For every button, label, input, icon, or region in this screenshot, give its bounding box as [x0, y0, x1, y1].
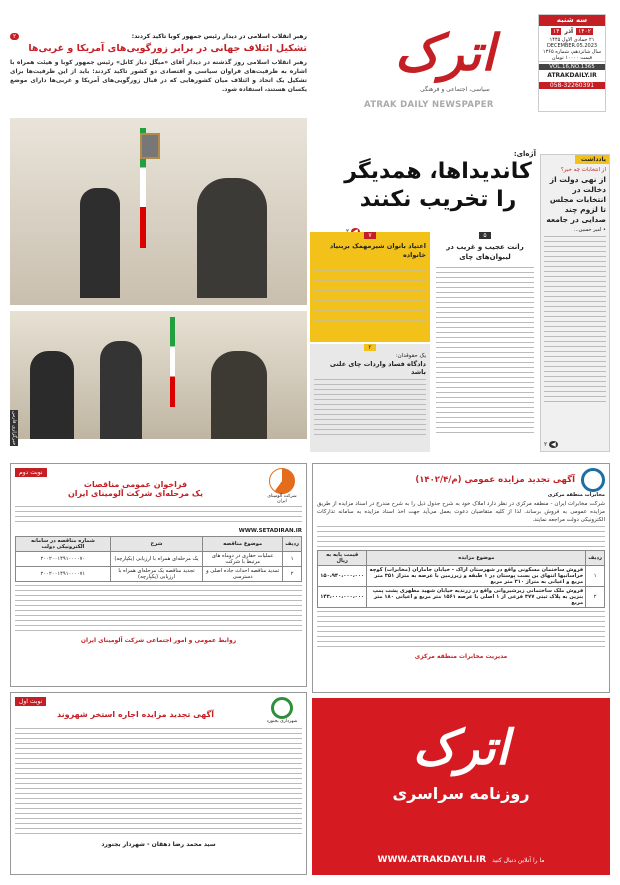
arrow-left-icon: ◀: [551, 441, 556, 448]
main-kicker: آژه‌ای:: [513, 150, 536, 158]
ad-footer: روابط عمومی و امور اجتماعی شرکت آلومینای ایران: [80, 637, 237, 644]
leader-lead: رهبر انقلاب اسلامی روز گذشته در دیدار آقای «میگل دیاز کانل» رئیس جمهور کوبا و هیئت همراه با اشاره به ظرفیت‌های فراوان سیاسی و اقتصادی دو کشور تاکید کردند: باید از این ظرفیت‌ها برای تشکیل یک اتحاد و ائتلاف میان کشورهایی که در قبال زورگویی‌های آمریکا و غربی‌ها دارای موضع یکسان هستند، استفاده شود.: [10, 59, 307, 93]
promo-cta: ما را آنلاین دنبال کنید: [492, 856, 545, 864]
company-name: مخابرات منطقه مرکزی: [547, 492, 605, 498]
story-tea-rent: [433, 232, 537, 452]
figure: [30, 351, 74, 439]
main-headline-2[interactable]: را تخریب نکنند: [359, 187, 517, 212]
promo-subtitle: روزنامه سراسری: [392, 784, 530, 803]
ad-badge: نوبت اول: [15, 697, 46, 706]
ad-intro: شرکت مخابرات ایران - منطقه مرکزی در نظر دارد املاک خود به شرح جدول ذیل را به شرح مندرج در اسناد مزایده از طریق مزایده عمومی به فروش برساند. لذا از کلیه متقاضیان دعوت بعمل می‌آید جهت اخذ اسناد مزایده به سامانه تدارکات الکترونیکی دولت مراجعه نمایند.: [317, 501, 605, 523]
signature: سید محمد رضا دهقان - شهردار بجنورد: [101, 841, 216, 848]
story-title[interactable]: دادگاه فساد واردات چای علنی باشد: [329, 360, 426, 376]
col-price: قیمت پایه به ریال: [318, 551, 367, 566]
english-name: ATRAK DAILY NEWSPAPER: [364, 100, 494, 110]
volume: VOL.16,NO.1365: [539, 64, 605, 70]
figure: [211, 351, 267, 439]
company-name: شرکت آلومینای ایران: [267, 494, 297, 504]
leader-headline[interactable]: تشکیل ائتلاف جهانی در برابر زورگویی‌های آمریکا و غربی‌ها: [28, 43, 307, 54]
story-addiction: [310, 232, 430, 342]
tender-table: ردیف موضوع مناقصه شرح شماره مناقصه در سامانه الکترونیکی دولت ۱ عملیات حفاری در دوماه های مرتبط با شرکت یک مرحله‌ای همراه با ارزیابی (یکپارچه) ۲۰۰۲۰۰۱۴۹۱۰۰۰۰۷۰ ۲ تمدید مناقصه احداث جاده اصلی و دسترسی تجدید مناقصه یک مرحله‌ای همراه با ارزیابی (یکپارچه) ۲۰۰۲۰۰۱۴۹۱۰۰۰۰۷۱: [15, 536, 302, 582]
sidebar-kicker: از انتخابات چه خبر؟: [560, 167, 606, 173]
municipality-logo-icon: [271, 697, 293, 719]
ad-badge: نوبت دوم: [15, 468, 47, 477]
hijri-date: ۲۱ جمادی الاول ۱۴۴۵: [549, 37, 595, 43]
sidebar-more[interactable]: ◀ ۲: [544, 441, 556, 448]
price: قیمت ۱۰۰۰۰ تومان: [539, 55, 605, 62]
story-number: ۲: [364, 344, 376, 351]
table-row: ۲ تمدید مناقصه احداث جاده اصلی و دسترسی تجدید مناقصه یک مرحله‌ای همراه با ارزیابی (یکپارچه) ۲۰۰۲۰۰۱۴۹۱۰۰۰۰۷۱: [16, 567, 302, 582]
ad-footer: مدیریت مخابرات منطقه مرکزی: [414, 653, 508, 660]
date-month: آذر: [564, 28, 574, 35]
year-issue: سال شانزدهم، شماره ۱۳۶۵: [542, 49, 602, 55]
page-num: ۲: [10, 33, 19, 40]
sidebar-author: • امیر حسین...: [573, 227, 606, 233]
table-row: ۲ فروش ملک ساختمانی زیرشیروانی واقع در زرندیه خیابان شهید مطهری پشت پمپ بنزین به پلاک ثبتی ۳۷۷ فرعی از ۱ اصلی با عرصه ۱۵۶۱ متر مربع و اعیانی ۱۸۰ متر مربع ۱۴۳،۰۰۰،۰۰۰،۰۰۰: [318, 587, 605, 608]
portrait-frame: [140, 133, 160, 159]
leader-story: [10, 30, 307, 452]
table-row: ۱ فروش ساختمان مسکونی واقع در شهرستان اراک - خیابان جاماران (مخابرات) کوچه خراسانیها انتهای بن بست پوستان در ۱ طبقه و زیرزمین با عرصه به متراژ ۳۵۱ متر مربع و اعیانی به متراژ ۳۱۰ متر مربع ۱۵۰،۹۴۰،۰۰۰،۰۰۰: [318, 566, 605, 587]
col-row: ردیف: [586, 551, 605, 566]
main-headline-1[interactable]: کاندیداها، همدیگر: [344, 159, 532, 184]
setad-website[interactable]: WWW.SETADIRAN.IR: [238, 528, 302, 534]
figure: [80, 188, 120, 298]
photo-credit: خبرگزاری فارس: [11, 411, 17, 446]
logo-text: اترک: [394, 23, 496, 82]
gregorian-date: DECEMBER.05.2023: [546, 43, 598, 49]
photo-meeting-1: [10, 118, 307, 305]
ad-title-2[interactable]: یک مرحله‌ای شرکت آلومینای ایران: [67, 489, 204, 498]
story-title[interactable]: رانت عجیب و غریب در لیبوان‌های چای: [446, 243, 524, 261]
sidebar-note: [540, 154, 610, 452]
figure: [197, 178, 267, 298]
ad-title[interactable]: آگهی تجدید مزایده اجاره استخر شهروند: [57, 710, 214, 719]
sidebar-label: یادداشت: [575, 155, 609, 164]
date-year: ۱۴۰۲: [578, 28, 591, 35]
main-story: [340, 150, 536, 235]
masthead: [310, 14, 610, 114]
promo-website[interactable]: WWW.ATRAKDAYLI.IR: [377, 855, 487, 865]
tagline: سیاسی، اجتماعی و فرهنگی: [420, 86, 490, 93]
story-tea-court: [310, 344, 430, 452]
newspaper-logo: [360, 20, 530, 90]
leader-kicker-row: [10, 30, 307, 42]
date-block: [538, 14, 606, 112]
promo-logo: اترک: [412, 720, 510, 776]
story-title[interactable]: اعتیاد بانوان شیرمهمک بربنیاد خانواده: [329, 242, 426, 259]
ad-alumina: [10, 463, 307, 687]
photo-meeting-2: [10, 311, 307, 439]
ad-mokhaberat: [312, 463, 610, 693]
col-subject: موضوع مزایده: [367, 551, 586, 566]
sidebar-body: [544, 236, 606, 406]
telecom-logo-icon: [581, 468, 605, 492]
auction-table: [317, 550, 605, 608]
table-row: ۱ عملیات حفاری در دوماه های مرتبط با شرکت یک مرحله‌ای همراه با ارزیابی (یکپارچه) ۲۰۰۲۰۰۱۴۹۱۰۰۰۰۷۰: [16, 552, 302, 567]
phone: 058-32260391: [539, 82, 605, 89]
date-day: ۱۴: [553, 28, 560, 35]
story-number: ۷: [364, 232, 376, 239]
weekday: سه شنبه: [539, 15, 605, 26]
story-number: ۵: [479, 232, 491, 239]
org-name: شهرداری بجنورد: [266, 719, 298, 724]
promo-bar: [332, 855, 590, 865]
promo-banner[interactable]: [312, 698, 610, 875]
ad-shahrdari: [10, 692, 307, 875]
figure: [100, 341, 142, 439]
flag: [170, 317, 175, 407]
ad-title[interactable]: آگهی تجدید مزایده عمومی (م/۱۴۰۲/۴): [415, 475, 575, 485]
website[interactable]: ATRAKDAILY.IR: [547, 72, 597, 79]
story-kicker: یک حقوقدان:: [395, 353, 426, 359]
leader-kicker: رهبر انقلاب اسلامی در دیدار رئیس جمهور کوبا تاکید کردند:: [131, 32, 307, 40]
sidebar-title[interactable]: از نهی دولت از دخالت در انتخابات مجلس تا لزوم چند صدایی در جامعه: [546, 175, 606, 224]
alumina-logo-icon: [269, 468, 295, 494]
ad-title-1[interactable]: فراخوان عمومی مناقصات: [83, 480, 188, 489]
